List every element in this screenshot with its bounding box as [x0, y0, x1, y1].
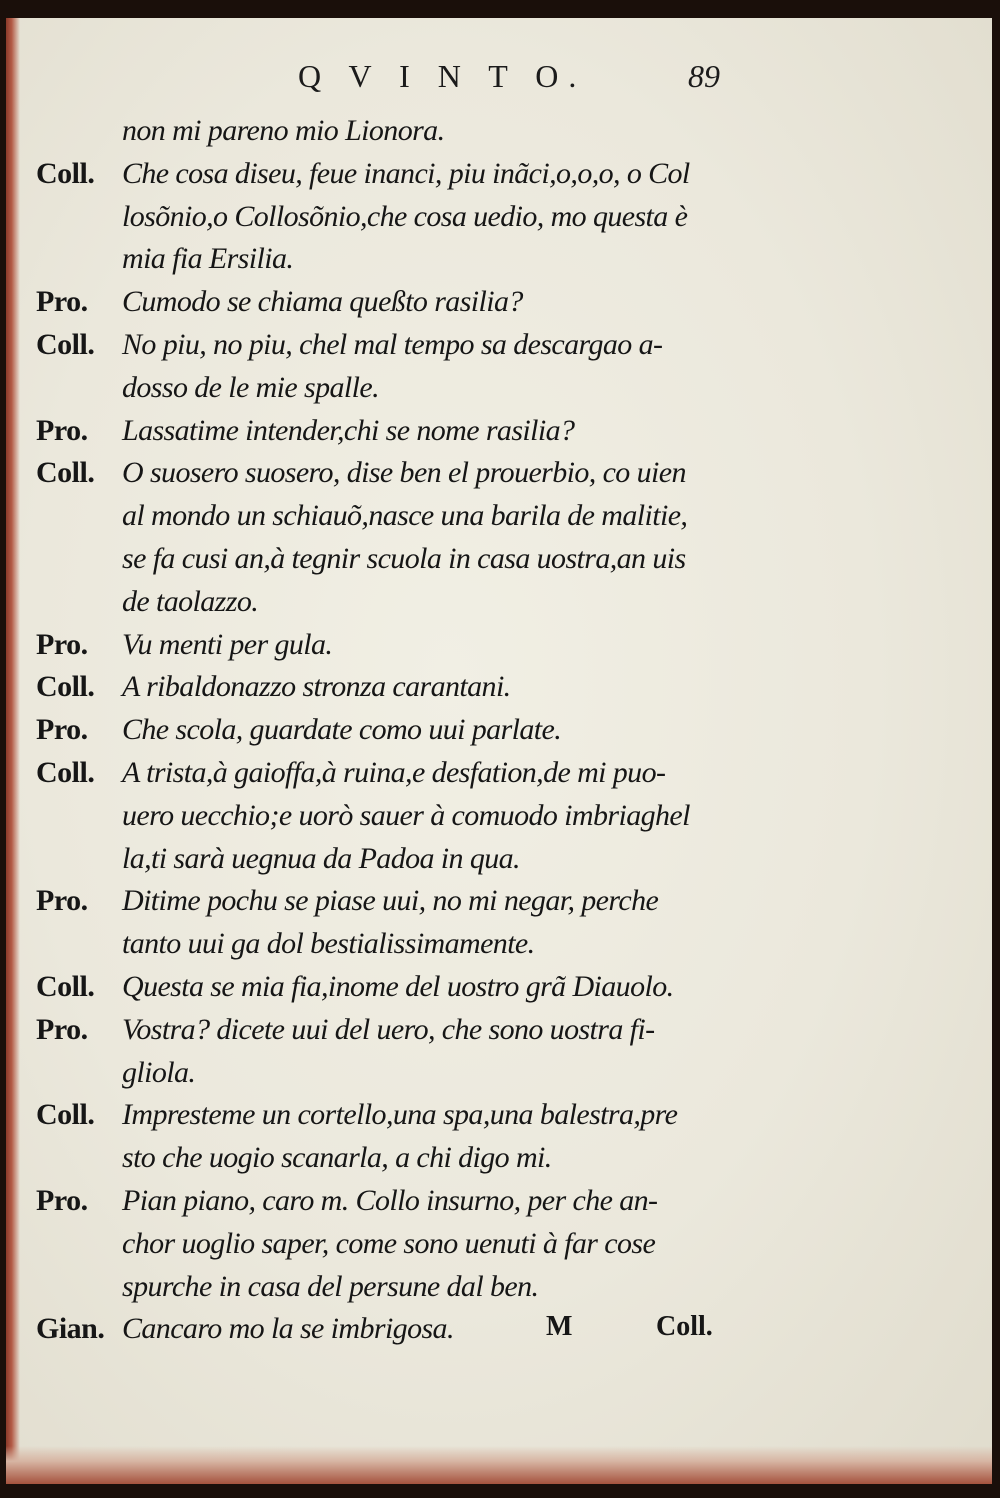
line-text: Che cosa diseu, feue inanci, piu inãci,o,o,o, o Col	[122, 156, 690, 190]
speaker-label: Coll.	[36, 456, 95, 490]
speaker-label: Pro.	[36, 1183, 88, 1217]
line-text: Vu menti per gula.	[122, 627, 333, 661]
speaker-label: Gian.	[36, 1312, 105, 1346]
line-text: tanto uui ga dol bestialissimamente.	[122, 927, 535, 961]
line-text: Questa se mia fia,inome del uostro grã Diauolo.	[122, 969, 674, 1003]
speaker-label: Pro.	[36, 1012, 88, 1046]
line-text: gliola.	[122, 1055, 196, 1089]
dialogue-line	[6, 281, 992, 324]
dialogue-line	[6, 666, 992, 709]
line-text: O suosero suosero, dise ben el prouerbio, co uien	[122, 456, 686, 490]
speaker-label: Coll.	[36, 969, 95, 1003]
dialogue-line	[6, 1094, 992, 1137]
line-text: dosso de le mie spalle.	[122, 370, 379, 404]
line-text: se fa cusi an,à tegnir scuola in casa uostra,an uis	[122, 541, 686, 575]
line-text: A trista,à gaioffa,à ruina,e desfation,de mi puo-	[122, 755, 666, 789]
speaker-label: Coll.	[36, 1098, 95, 1132]
line-text: Vostra? dicete uui del uero, che sono uostra fi-	[122, 1012, 655, 1046]
dialogue-line	[6, 1223, 992, 1266]
line-text: Cumodo se chiama queßto rasilia?	[122, 285, 523, 319]
page-header	[6, 58, 992, 108]
dialogue-line	[6, 624, 992, 667]
dialogue-line	[6, 410, 992, 453]
dialogue-line	[6, 1052, 992, 1095]
dialogue-line	[6, 1266, 992, 1309]
speaker-label: Pro.	[36, 884, 88, 918]
running-title: Q V I N T O.	[298, 58, 587, 94]
speaker-label: Coll.	[36, 156, 95, 190]
speaker-label: Coll.	[36, 670, 95, 704]
dialogue-line	[6, 324, 992, 367]
line-text: sto che uogio scanarla, a chi digo mi.	[122, 1141, 552, 1175]
page-bottom-edge	[6, 1446, 992, 1484]
line-text: al mondo un schiauõ,nasce una barila de malitie,	[122, 499, 688, 533]
speaker-label: Pro.	[36, 413, 88, 447]
dialogue-line	[6, 495, 992, 538]
dialogue-line	[6, 238, 992, 281]
line-text: losõnio,o Collosõnio,che cosa uedio, mo questa è	[122, 199, 688, 233]
line-text: spurche in casa del persune dal ben.	[122, 1269, 539, 1303]
dialogue-line	[6, 880, 992, 923]
speaker-label: Coll.	[36, 327, 95, 361]
page-footer	[6, 1311, 992, 1355]
line-text: Ditime pochu se piase uui, no mi negar, perche	[122, 884, 659, 918]
dialogue-line	[6, 367, 992, 410]
dialogue-line	[6, 1009, 992, 1052]
dialogue-line	[6, 795, 992, 838]
dialogue-line	[6, 1137, 992, 1180]
dialogue-line	[6, 709, 992, 752]
dialogue-line	[6, 966, 992, 1009]
line-text: uero uecchio;e uorò sauer à comuodo imbriaghel	[122, 798, 690, 832]
line-text: Che scola, guardate como uui parlate.	[122, 713, 562, 747]
dialogue-line	[6, 581, 992, 624]
line-text: de taolazzo.	[122, 584, 259, 618]
line-text: chor uoglio saper, come sono uenuti à far cose	[122, 1226, 656, 1260]
dialogue-line	[6, 538, 992, 581]
speaker-label: Coll.	[36, 755, 95, 789]
speaker-label: Pro.	[36, 627, 88, 661]
speaker-label: Pro.	[36, 713, 88, 747]
line-text: mia fia Ersilia.	[122, 242, 294, 276]
line-text: non mi pareno mio Lionora.	[122, 114, 445, 147]
signature-mark: M	[546, 1311, 573, 1342]
line-text: Lassatime intender,chi se nome rasilia?	[122, 413, 575, 447]
dialogue-line	[6, 153, 992, 196]
book-page	[6, 18, 992, 1484]
dialogue-line	[6, 752, 992, 795]
line-text: A ribaldonazzo stronza carantani.	[122, 670, 511, 704]
line-text: Cancaro mo la se imbrigosa.	[122, 1312, 454, 1346]
page-number: 89	[688, 58, 720, 94]
speaker-label: Pro.	[36, 285, 88, 319]
dialogue-line	[6, 452, 992, 495]
dialogue-line	[6, 838, 992, 881]
dialogue-line	[6, 196, 992, 239]
line-text: Impresteme un cortello,una spa,una balestra,pre	[122, 1098, 678, 1132]
dialogue-line	[6, 1180, 992, 1223]
line-text: Pian piano, caro m. Collo insurno, per che an-	[122, 1183, 658, 1217]
line-text: la,ti sarà uegnua da Padoa in qua.	[122, 841, 520, 875]
line-text: No piu, no piu, chel mal tempo sa descargao a-	[122, 327, 663, 361]
dialogue-line	[6, 923, 992, 966]
catchword: Coll.	[656, 1311, 713, 1342]
dialogue-line	[6, 110, 992, 153]
dialogue-text	[6, 110, 992, 1351]
